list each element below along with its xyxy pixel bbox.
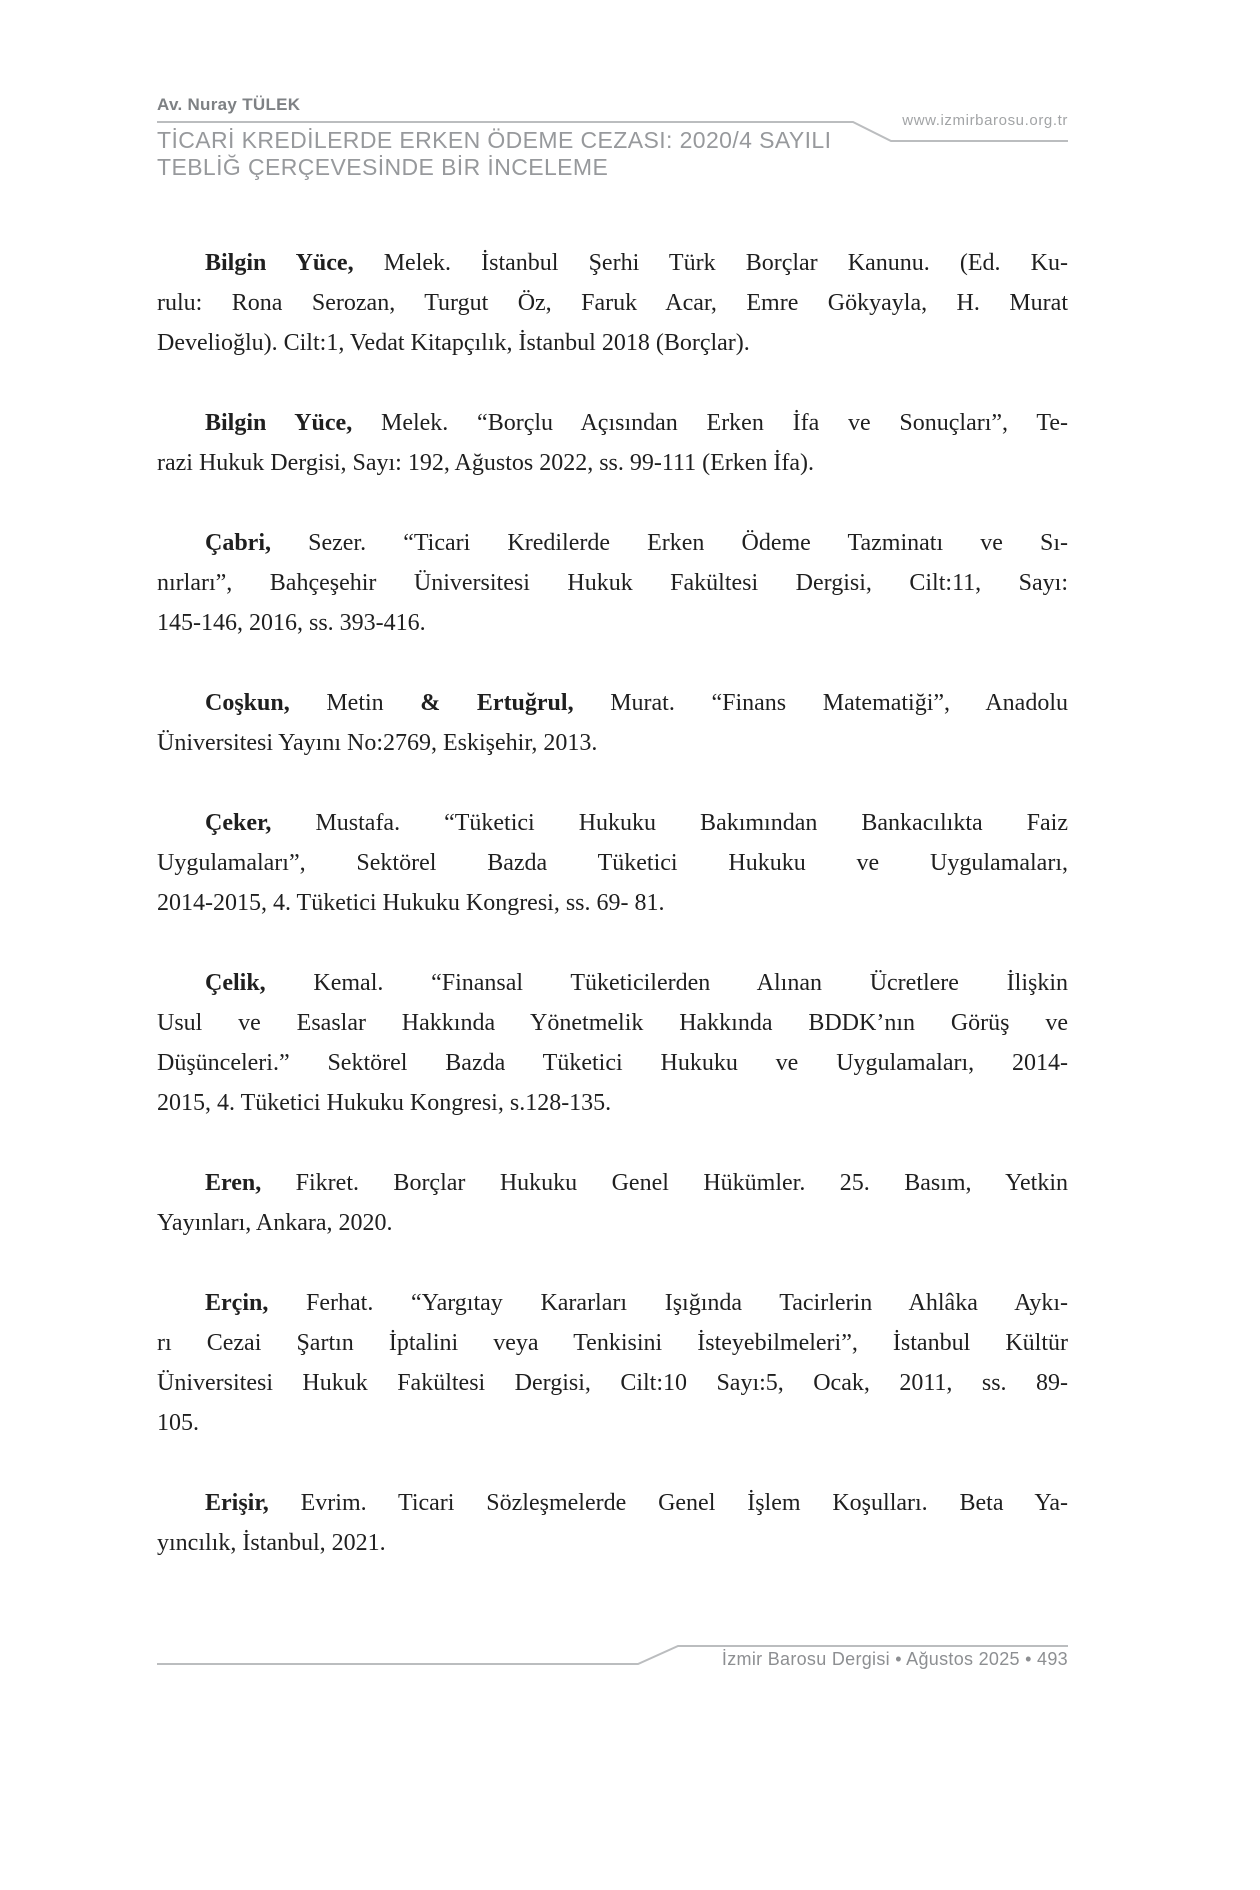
entry-line	[157, 1203, 1068, 1243]
entry-line	[157, 603, 1068, 643]
bibliography-entry	[157, 243, 1068, 363]
entry-line	[157, 843, 1068, 883]
entry-text: Uygulamaları”, Sektörel Bazda Tüketici Hukuku ve Uygulamaları,	[157, 850, 1068, 876]
entry-text: Mustafa. “Tüketici Hukuku Bakımından Bankacılıkta Faiz	[271, 810, 1068, 836]
bibliography-entry	[157, 803, 1068, 923]
bibliography-entry	[157, 1163, 1068, 1243]
entry-author-bold: Coşkun,	[205, 690, 290, 716]
entry-line	[157, 283, 1068, 323]
entry-text: Develioğlu). Cilt:1, Vedat Kitapçılık, İstanbul 2018 (Borçlar).	[157, 330, 750, 356]
entry-line	[157, 1083, 1068, 1123]
entry-line	[157, 883, 1068, 923]
entry-text: Metin	[289, 690, 421, 716]
entry-author-bold: Erişir,	[205, 1490, 269, 1516]
entry-line	[157, 963, 1068, 1003]
entry-line	[157, 723, 1068, 763]
entry-author-bold: Çeker,	[205, 810, 272, 836]
entry-text: 2015, 4. Tüketici Hukuku Kongresi, s.128-135.	[157, 1090, 612, 1116]
bibliography	[157, 243, 1068, 1603]
article-title-line2: TEBLİĞ ÇERÇEVESİNDE BİR İNCELEME	[157, 154, 609, 180]
article-title-line1: TİCARİ KREDİLERDE ERKEN ÖDEME CEZASI: 2020/4 SAYILI	[157, 127, 832, 153]
entry-text: Üniversitesi Yayını No:2769, Eskişehir, 2013.	[157, 730, 598, 756]
entry-line	[157, 803, 1068, 843]
entry-text: Sezer. “Ticari Kredilerde Erken Ödeme Tazminatı ve Sı-	[271, 530, 1068, 556]
entry-text: Düşünceleri.” Sektörel Bazda Tüketici Hukuku ve Uygulamaları, 2014-	[157, 1050, 1068, 1076]
entry-text: Üniversitesi Hukuk Fakültesi Dergisi, Cilt:10 Sayı:5, Ocak, 2011, ss. 89-	[157, 1370, 1068, 1396]
page-footer: İzmir Barosu Dergisi • Ağustos 2025 • 493	[721, 1649, 1068, 1669]
entry-author-bold: Erçin,	[205, 1290, 269, 1316]
page-header-author: Av. Nuray TÜLEK	[157, 95, 301, 114]
entry-line	[157, 1363, 1068, 1403]
bibliography-entry	[157, 1483, 1068, 1563]
entry-text: Kemal. “Finansal Tüketicilerden Alınan Ücretlere İlişkin	[265, 970, 1068, 996]
entry-text: 145-146, 2016, ss. 393-416.	[157, 610, 426, 636]
entry-line	[157, 1283, 1068, 1323]
entry-text: Melek. “Borçlu Açısından Erken İfa ve Sonuçları”, Te-	[352, 410, 1068, 436]
entry-line	[157, 1043, 1068, 1083]
entry-line	[157, 1523, 1068, 1563]
entry-text: Yayınları, Ankara, 2020.	[157, 1210, 393, 1236]
entry-line	[157, 243, 1068, 283]
entry-line	[157, 1003, 1068, 1043]
entry-line	[157, 1483, 1068, 1523]
entry-text: rulu: Rona Serozan, Turgut Öz, Faruk Acar, Emre Gökyayla, H. Murat	[157, 290, 1068, 316]
bibliography-entry	[157, 683, 1068, 763]
bibliography-entry	[157, 403, 1068, 483]
bibliography-entry	[157, 523, 1068, 643]
entry-text: rı Cezai Şartın İptalini veya Tenkisini İsteyebilmeleri”, İstanbul Kültür	[157, 1330, 1068, 1356]
entry-text: Murat. “Finans Matematiği”, Anadolu	[573, 690, 1068, 716]
entry-text: 2014-2015, 4. Tüketici Hukuku Kongresi, ss. 69- 81.	[157, 890, 665, 916]
website-url: www.izmirbarosu.org.tr	[902, 112, 1068, 129]
entry-author-bold: Bilgin Yüce,	[205, 250, 354, 276]
entry-text: Usul ve Esaslar Hakkında Yönetmelik Hakkında BDDK’nın Görüş ve	[157, 1010, 1068, 1036]
entry-text: Fikret. Borçlar Hukuku Genel Hükümler. 25. Basım, Yetkin	[261, 1170, 1068, 1196]
entry-author-bold: Çelik,	[205, 970, 266, 996]
entry-text: Melek. İstanbul Şerhi Türk Borçlar Kanunu. (Ed. Ku-	[353, 250, 1069, 276]
entry-text: Evrim. Ticari Sözleşmelerde Genel İşlem Koşulları. Beta Ya-	[268, 1490, 1068, 1516]
article-title	[157, 127, 917, 181]
entry-author-bold: Çabri,	[205, 530, 271, 556]
entry-line	[157, 1163, 1068, 1203]
entry-text: yıncılık, İstanbul, 2021.	[157, 1530, 386, 1556]
entry-line	[157, 1403, 1068, 1443]
entry-line	[157, 443, 1068, 483]
entry-text: Ferhat. “Yargıtay Kararları Işığında Tacirlerin Ahlâka Aykı-	[268, 1290, 1068, 1316]
entry-line	[157, 563, 1068, 603]
entry-author-bold: & Ertuğrul,	[420, 690, 574, 716]
entry-text: 105.	[157, 1410, 199, 1436]
entry-author-bold: Bilgin Yüce,	[205, 410, 353, 436]
entry-text: razi Hukuk Dergisi, Sayı: 192, Ağustos 2022, ss. 99-111 (Erken İfa).	[157, 450, 815, 476]
entry-text: nırları”, Bahçeşehir Üniversitesi Hukuk Fakültesi Dergisi, Cilt:11, Sayı:	[157, 570, 1068, 596]
entry-line	[157, 403, 1068, 443]
entry-line	[157, 523, 1068, 563]
bibliography-entry	[157, 1283, 1068, 1443]
entry-line	[157, 683, 1068, 723]
bibliography-entry	[157, 963, 1068, 1123]
entry-author-bold: Eren,	[205, 1170, 262, 1196]
entry-line	[157, 1323, 1068, 1363]
entry-line	[157, 323, 1068, 363]
